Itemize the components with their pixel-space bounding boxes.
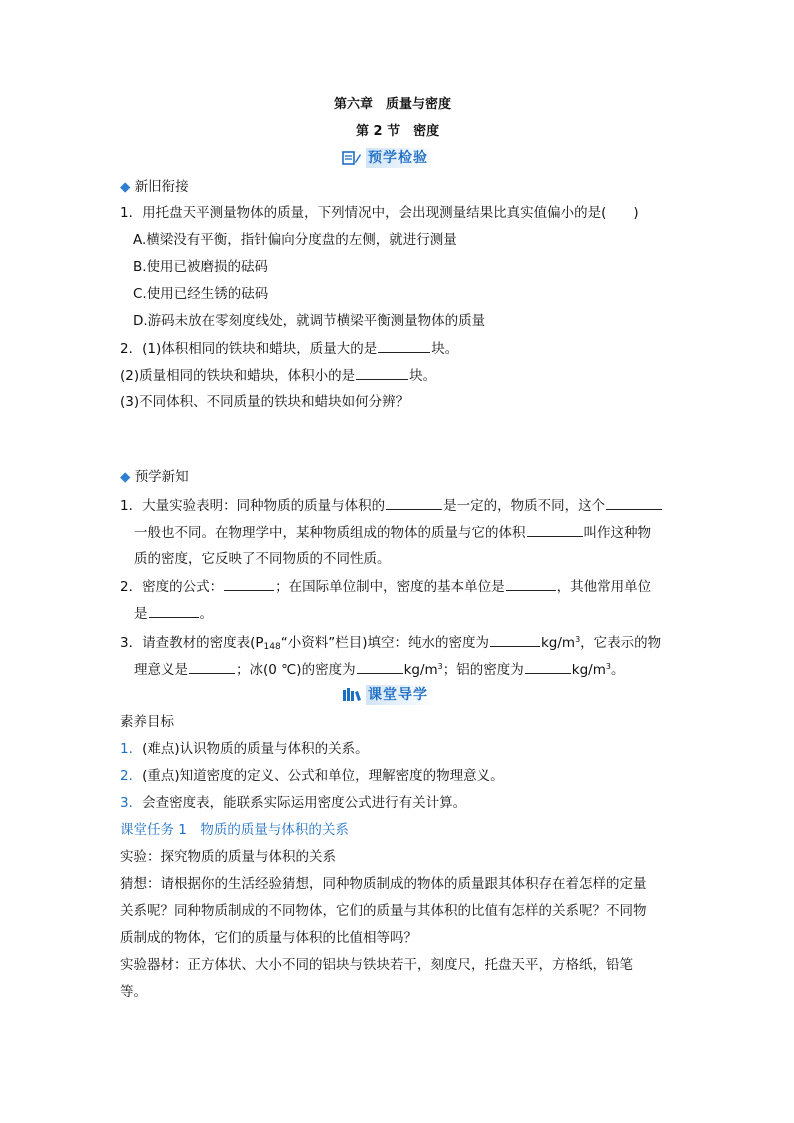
question-number: 2． <box>120 341 143 357</box>
question-stem: 用托盘天平测量物体的质量，下列情况中，会出现测量结果比真实值偏小的是( ) <box>142 205 639 221</box>
question-2a <box>120 339 458 358</box>
subsection-label: 新旧衔接 <box>134 179 189 195</box>
answer-blank[interactable] <box>490 633 540 647</box>
answer-blank[interactable] <box>224 577 274 591</box>
p2-question-2-line1 <box>120 577 651 596</box>
answer-blank[interactable] <box>356 366 408 380</box>
question-number: 1． <box>120 205 143 221</box>
unit-text: kg/m <box>403 662 438 678</box>
answer-blank[interactable] <box>506 577 556 591</box>
option-d: D.游码未放在零刻度线处，就调节横梁平衡测量物体的质量 <box>133 313 486 329</box>
question-text: 请查教材的密度表(P <box>142 635 264 651</box>
question-text: 块。 <box>409 368 437 384</box>
question-number: 1． <box>120 498 143 514</box>
goal-item <box>120 767 504 785</box>
p2-question-1-line3: 质的密度，它反映了不同物质的不同性质。 <box>134 551 391 567</box>
question-text: 是 <box>134 606 148 622</box>
p2-question-1-line1 <box>120 496 663 515</box>
answer-blank[interactable] <box>149 604 199 618</box>
question-text: ，它表示的物 <box>580 635 662 651</box>
question-text: 。 <box>199 606 213 622</box>
question-text: ；冰(0 ℃)的密度为 <box>236 662 356 678</box>
p2-question-1-line2 <box>134 523 651 542</box>
books-icon <box>342 687 362 703</box>
goal-number: 2． <box>120 768 143 784</box>
question-text: 是一定的，物质不同，这个 <box>443 498 606 514</box>
option-c: C.使用已经生锈的砝码 <box>133 286 269 302</box>
unit-text: kg/m <box>571 662 606 678</box>
unit-exponent: 3 <box>437 662 443 671</box>
question-text: ，其他常用单位 <box>556 579 652 595</box>
unit-exponent: 3 <box>575 635 581 644</box>
guess-line3: 质制成的物体，它们的质量与体积的比值相等吗？ <box>120 930 417 946</box>
chapter-title: 第六章 质量与密度 <box>334 97 452 112</box>
goal-item <box>120 740 369 758</box>
question-text: 块。 <box>431 341 459 357</box>
option-a: A.横梁没有平衡，指针偏向分度盘的左侧，就进行测量 <box>133 232 457 248</box>
answer-blank[interactable] <box>525 660 571 674</box>
diamond-icon: ◆ <box>120 179 131 195</box>
preview-check-label: 预学检验 <box>366 148 436 168</box>
question-text: 密度的公式： <box>142 579 224 595</box>
answer-blank[interactable] <box>189 660 235 674</box>
question-text: “小资料”栏目)填空：纯水的密度为 <box>280 635 489 651</box>
equipment-line2: 等。 <box>120 984 147 1000</box>
goal-text: (重点)知道密度的定义、公式和单位，理解密度的物理意义。 <box>142 768 504 784</box>
goal-number: 1． <box>120 741 143 757</box>
guess-line1: 猜想：请根据你的生活经验猜想，同种物质制成的物体的质量跟其体积存在着怎样的定量 <box>120 876 647 892</box>
question-2b <box>120 366 436 385</box>
page-subscript: 148 <box>263 642 281 652</box>
question-text: (1)体积相同的铁块和蜡块，质量大的是 <box>142 341 378 357</box>
subsection-old-new <box>120 178 189 196</box>
experiment-title: 实验：探究物质的质量与体积的关系 <box>120 849 336 865</box>
goal-text: (难点)认识物质的质量与体积的关系。 <box>142 741 369 757</box>
equipment-line1: 实验器材：正方体状、大小不同的铝块与铁块若干，刻度尺，托盘天平，方格纸，铅笔 <box>120 957 633 973</box>
answer-blank[interactable] <box>386 496 442 510</box>
task1-title: 课堂任务 1 物质的质量与体积的关系 <box>120 822 349 838</box>
classroom-guide-label: 课堂导学 <box>366 685 436 705</box>
goal-item <box>120 794 466 812</box>
question-number: 2． <box>120 579 143 595</box>
preview-check-banner <box>342 147 436 169</box>
question-text: 一般也不同。在物理学中，某种物质组成的物体的质量与它的体积 <box>134 525 526 541</box>
goal-number: 3． <box>120 795 143 811</box>
notebook-icon <box>342 150 362 166</box>
answer-blank[interactable] <box>606 496 662 510</box>
question-text: 理意义是 <box>134 662 188 678</box>
p2-question-3-line2 <box>134 658 624 679</box>
question-text: ；在国际单位制中，密度的基本单位是 <box>275 579 505 595</box>
question-text: (2)质量相同的铁块和蜡块，体积小的是 <box>120 368 356 384</box>
option-b: B.使用已被磨损的砝码 <box>133 259 269 275</box>
guess-line2: 关系呢？同种物质制成的不同物体，它们的质量与其体积的比值有怎样的关系呢？不同物 <box>120 903 647 919</box>
question-2c: (3)不同体积、不同质量的铁块和蜡块如何分辨？ <box>120 394 410 410</box>
question-1 <box>120 204 639 222</box>
question-number: 3． <box>120 635 143 651</box>
section-title: 第 2 节 密度 <box>356 124 440 139</box>
question-text: 。 <box>610 662 625 678</box>
answer-blank[interactable] <box>357 660 403 674</box>
answer-blank[interactable] <box>378 339 430 353</box>
subsection-preview <box>120 468 189 486</box>
p2-question-3-line1 <box>120 631 661 656</box>
answer-blank[interactable] <box>527 523 583 537</box>
goals-header: 素养目标 <box>120 714 174 730</box>
question-text: 叫作这种物 <box>583 525 651 541</box>
p2-question-2-line2 <box>134 604 213 623</box>
question-text: 大量实验表明：同种物质的质量与体积的 <box>142 498 386 514</box>
goal-text: 会查密度表，能联系实际运用密度公式进行有关计算。 <box>142 795 467 811</box>
unit-text: kg/m <box>540 635 576 651</box>
question-text: ；铝的密度为 <box>442 662 524 678</box>
unit-exponent: 3 <box>605 662 611 671</box>
subsection-label: 预学新知 <box>134 469 189 485</box>
classroom-guide-banner <box>342 684 436 706</box>
diamond-icon: ◆ <box>120 469 131 485</box>
